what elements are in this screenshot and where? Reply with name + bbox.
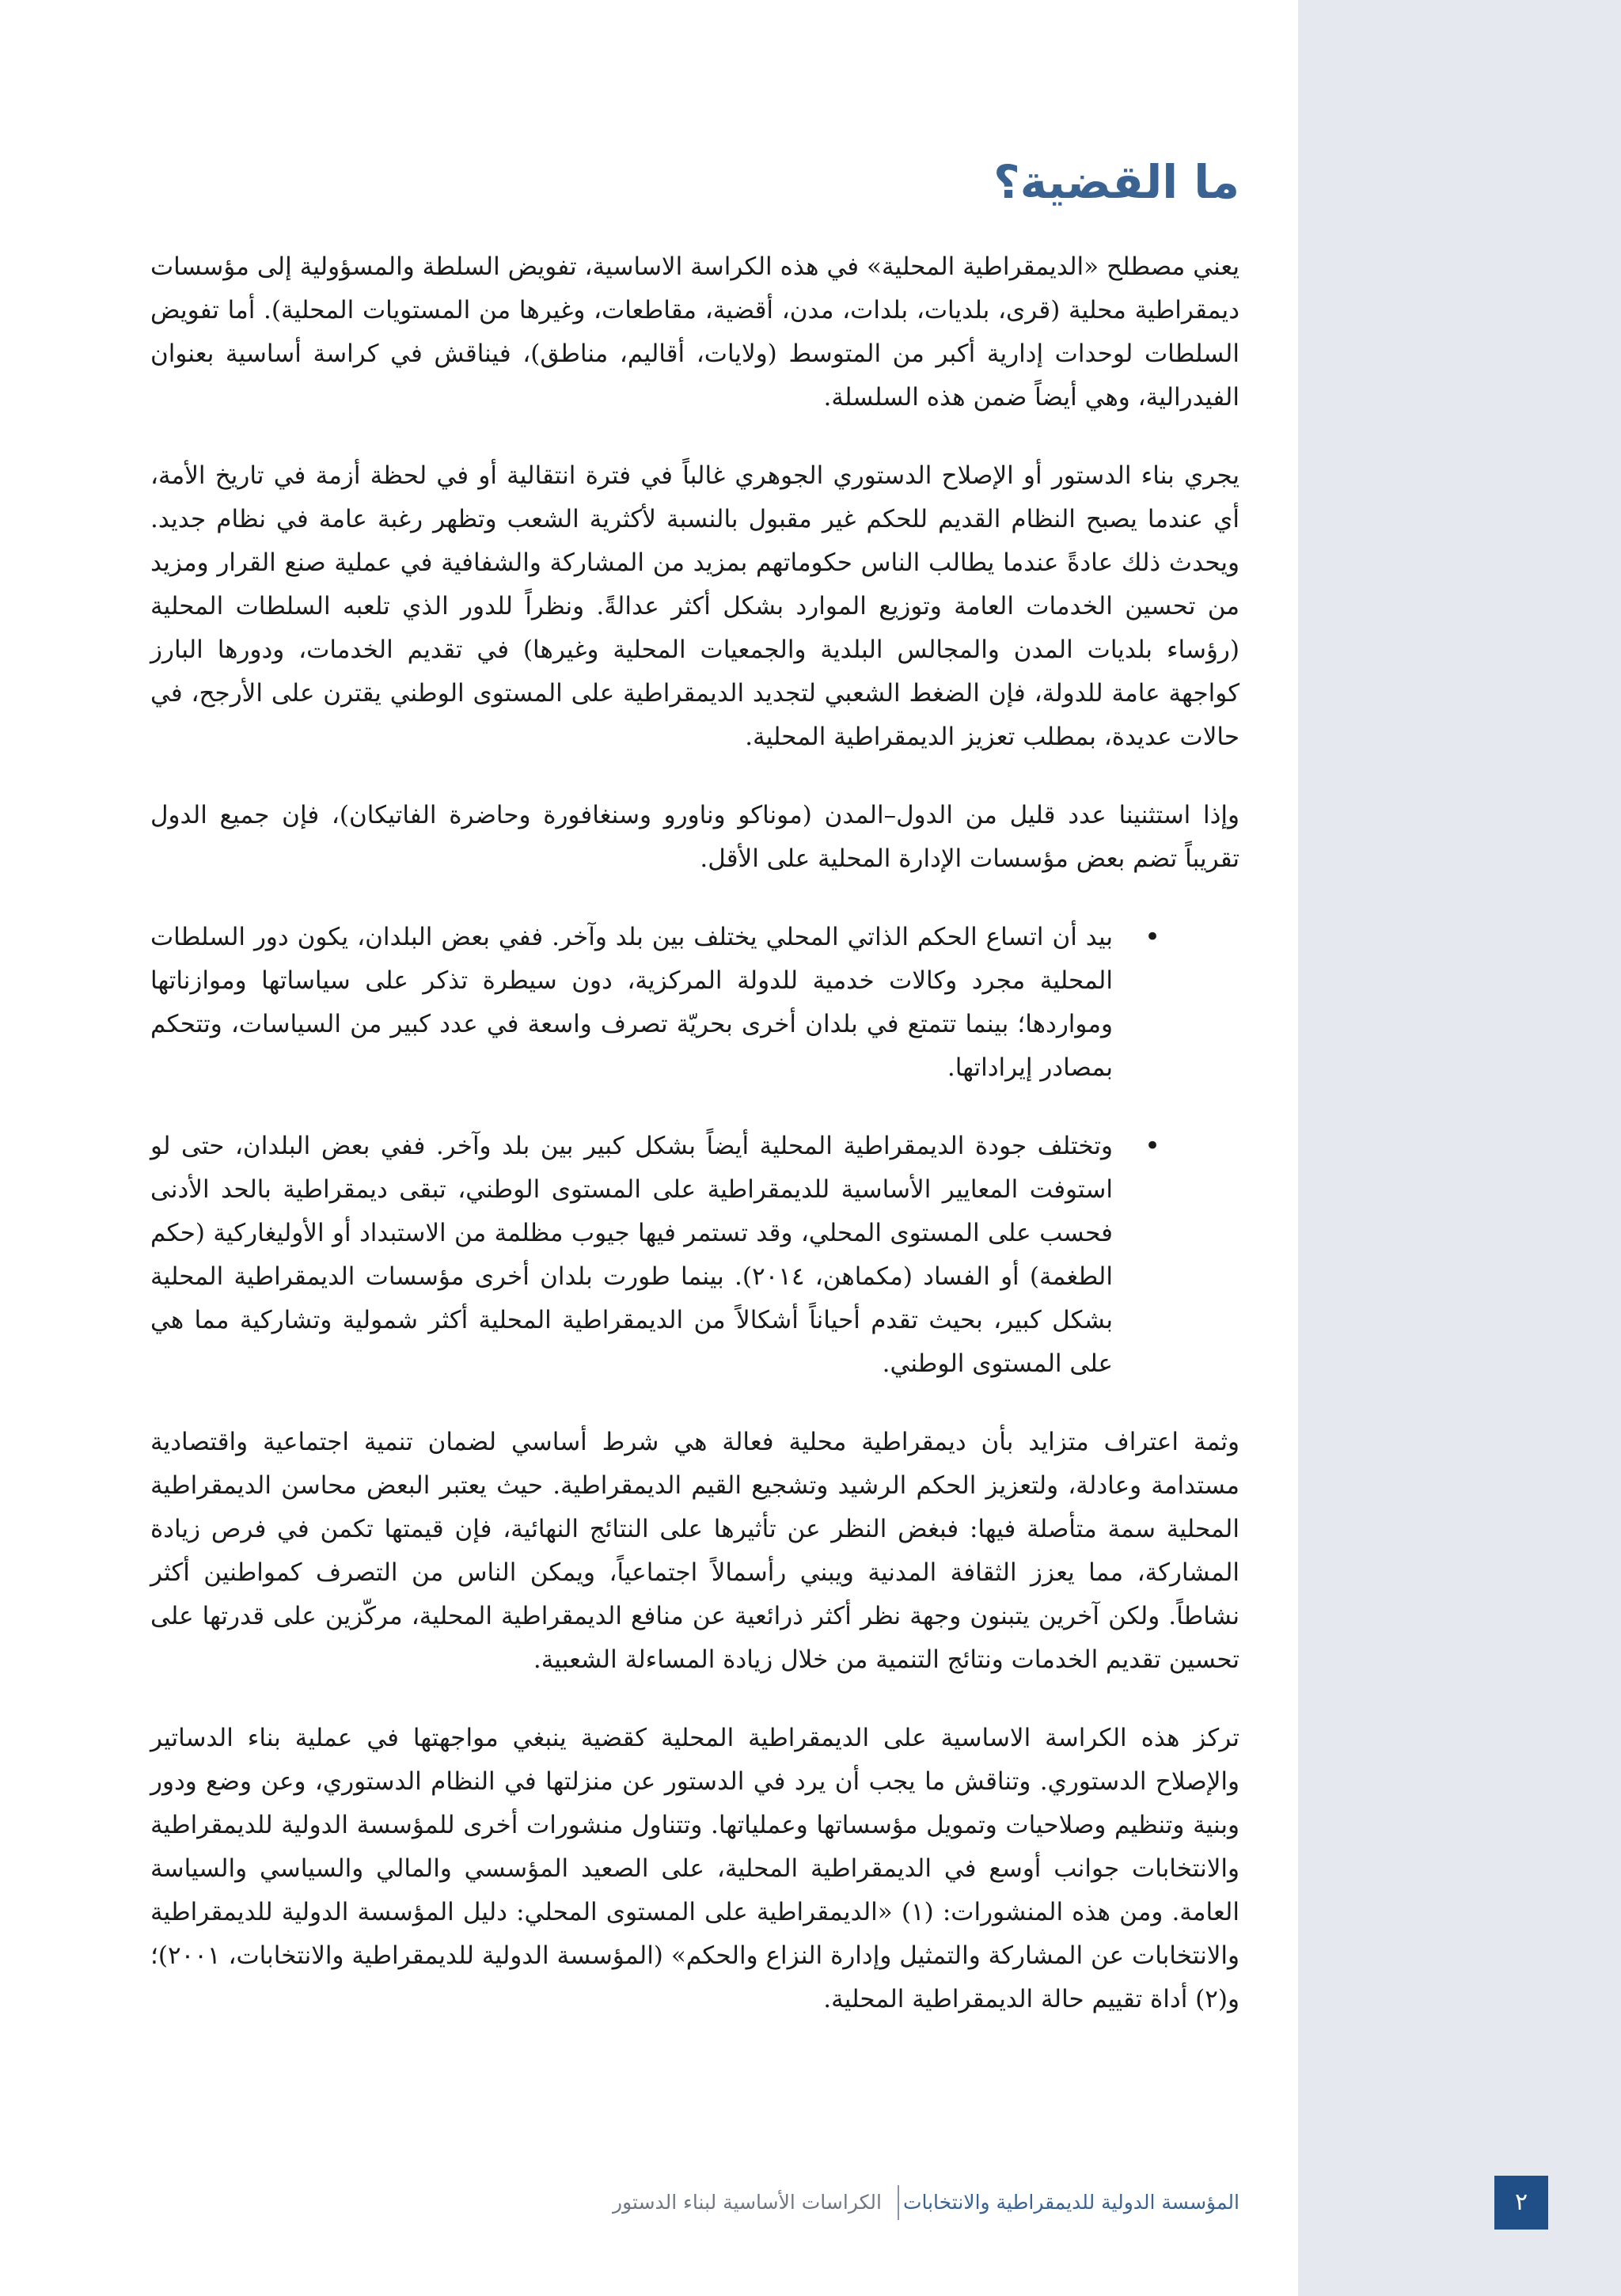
paragraph-constitution-building: يجري بناء الدستور أو الإصلاح الدستوري الجوهري غالباً في فترة انتقالية أو في لحظة أزمة في تاريخ الأمة، أي عندما يصبح النظام القديم للحكم غير مقبول بالنسبة لأكثرية الشعب وتظهر رغبة عامة في نظام جديد. ويحدث ذلك عادةً عندما يطالب الناس حكوماتهم بمزيد من المشاركة والشفافية في عملية صنع القرار ومزيد من تحسين الخدمات العامة وتوزيع الموارد بشكل أكثر عدالةً. ونظراً للدور الذي تلعبه السلطات المحلية (رؤساء بلديات المدن والمجالس البلدية والجمعيات المحلية وغيرها) في تقديم الخدمات، ودورها البارز كواجهة عامة للدولة، فإن الضغط الشعبي لتجديد الديمقراطية على المستوى الوطني يقترن على الأرجح، في حالات عديدة، بمطلب تعزيز الديمقراطية المحلية. xyxy=(150,461,1239,751)
footer-divider xyxy=(898,2185,899,2220)
paragraph-definition: يعني مصطلح «الديمقراطية المحلية» في هذه الكراسة الاساسية، تفويض السلطة والمسؤولية إلى مؤسسات ديمقراطية محلية (قرى، بلديات، بلدات، مدن، أقضية، مقاطعات، وغيرها من المستويات المحلية). أما تفويض السلطات لوحدات إدارية أكبر من المتوسط (ولايات، أقاليم، مناطق)، فيناقش في كراسة أساسية بعنوان الفيدرالية، وهي أيضاً ضمن هذه السلسلة. xyxy=(150,252,1239,412)
bullet-text: وتختلف جودة الديمقراطية المحلية أيضاً بشكل كبير بين بلد وآخر. ففي بعض البلدان، حتى لو استوفت المعايير الأساسية للديمقراطية على المستوى الوطني، تبقى ديمقراطية بالحد الأدنى فحسب على المستوى المحلي، وقد تستمر فيها جيوب مظلمة من الاستبداد أو الأوليغاركية (حكم الطغمة) أو الفساد (مكماهن، ٢٠١٤). بينما طورت بلدان أخرى مؤسسات الديمقراطية المحلية بشكل كبير، بحيث تقدم أحياناً أشكالاً من الديمقراطية المحلية أكثر شمولية وتشاركية مما هي على المستوى الوطني. xyxy=(150,1132,1113,1378)
bullet-list xyxy=(150,916,1239,1386)
paragraph-focus: تركز هذه الكراسة الاساسية على الديمقراطية المحلية كقضية ينبغي مواجهتها في عملية بناء الدساتير والإصلاح الدستوري. وتناقش ما يجب أن يرد في الدستور عن منزلتها في النظام الدستوري، وعن وضع ودور وبنية وتنظيم وصلاحيات وتمويل مؤسساتها وعملياتها. وتتناول منشورات أخرى للمؤسسة الدولية للديمقراطية والانتخابات جوانب أوسع في الديمقراطية المحلية، على الصعيد المؤسسي والمالي والسياسي والسياسة العامة. ومن هذه المنشورات: (١) «الديمقراطية على المستوى المحلي: دليل المؤسسة الدولية للديمقراطية والانتخابات عن المشاركة والتمثيل وإدارة النزاع والحكم» (المؤسسة الدولية للديمقراطية والانتخابات، ٢٠٠١)؛ و(٢) أداة تقييم حالة الديمقراطية المحلية. xyxy=(150,1724,1239,2013)
paragraph-recognition: وثمة اعتراف متزايد بأن ديمقراطية محلية فعالة هي شرط أساسي لضمان تنمية اجتماعية واقتصادية مستدامة وعادلة، ولتعزيز الحكم الرشيد وتشجيع القيم الديمقراطية. حيث يعتبر البعض محاسن الديمقراطية المحلية سمة متأصلة فيها: فبغض النظر عن تأثيرها على النتائج النهائية، فإن قيمتها تكمن في فرص زيادة المشاركة، مما يعزز الثقافة المدنية ويبني رأسمالاً اجتماعياً، ويمكن الناس من التصرف كمواطنين أكثر نشاطاً. ولكن آخرين يتبنون وجهة نظر أكثر ذرائعية عن منافع الديمقراطية المحلية، مركّزين على قدرتها على تحسين تقديم الخدمات ونتائج التنمية من خلال زيادة المساءلة الشعبية. xyxy=(150,1428,1239,1674)
page-footer xyxy=(150,2173,1239,2233)
page-content xyxy=(150,150,1239,2056)
page-title: ما القضية؟ xyxy=(993,155,1239,209)
bullet-dot-icon: • xyxy=(1144,1130,1160,1162)
side-band xyxy=(1298,0,1621,2296)
bullet-item-quality xyxy=(150,1125,1160,1386)
footer-organization: المؤسسة الدولية للديمقراطية والانتخابات xyxy=(902,2191,1239,2214)
bullet-item-autonomy xyxy=(150,916,1160,1090)
page-number: ٢ xyxy=(1494,2176,1548,2230)
paragraph-exceptions: وإذا استثنينا عدد قليل من الدول–المدن (موناكو وناورو وسنغافورة وحاضرة الفاتيكان)، فإن جميع الدول تقريباً تضم بعض مؤسسات الإدارة المحلية على الأقل. xyxy=(150,801,1239,873)
footer-series-title: الكراسات الأساسية لبناء الدستور xyxy=(613,2191,882,2214)
bullet-dot-icon: • xyxy=(1144,921,1160,953)
bullet-text: بيد أن اتساع الحكم الذاتي المحلي يختلف بين بلد وآخر. ففي بعض البلدان، يكون دور السلطات المحلية مجرد وكالات خدمية للدولة المركزية، دون سيطرة تذكر على سياساتها وموازناتها ومواردها؛ بينما تتمتع في بلدان أخرى بحريّة تصرف واسعة في عدد كبير من السياسات، وتتحكم بمصادر إيراداتها. xyxy=(150,923,1113,1082)
